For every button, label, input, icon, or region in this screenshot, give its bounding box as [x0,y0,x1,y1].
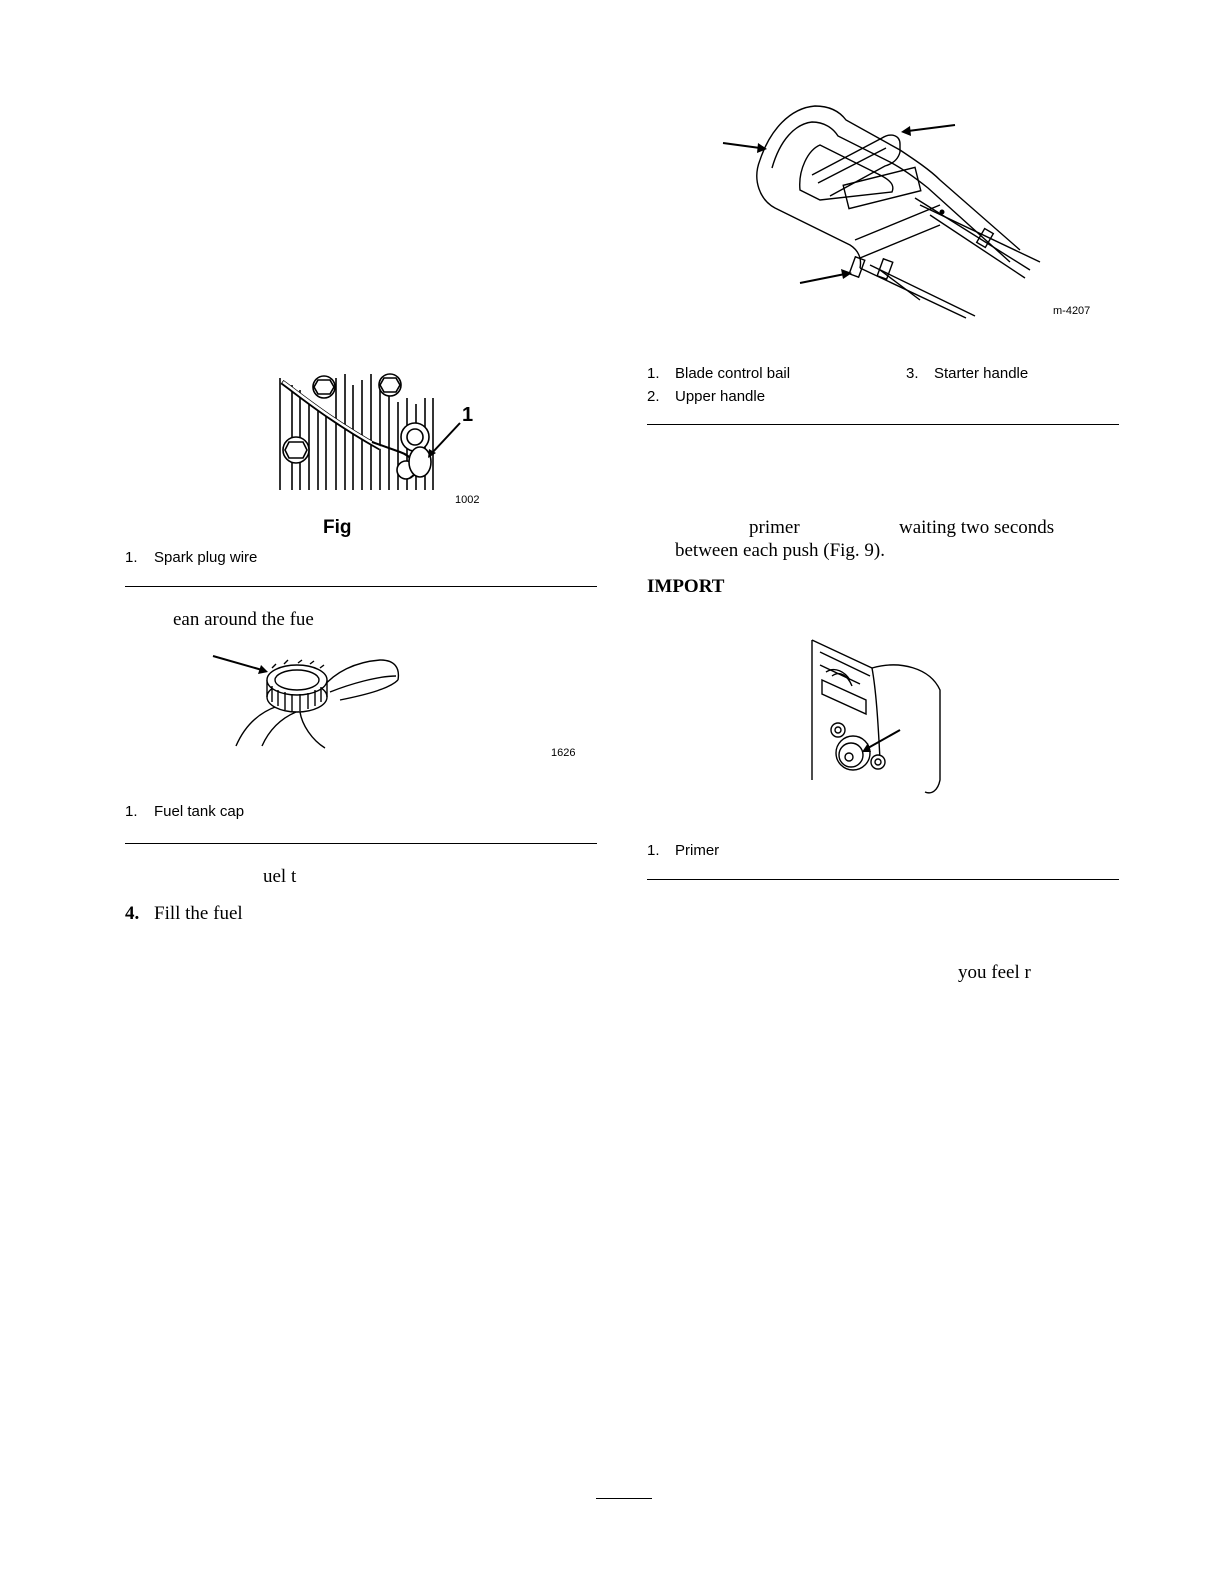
legend-text: Upper handle [675,388,766,405]
callout-number: 1 [462,404,474,426]
step-text-clean: ean around the fue [173,609,314,630]
legend-number: 1. [647,365,660,382]
figure-code: 1002 [455,494,480,506]
legend-text: Blade control bail [675,365,791,382]
primer-text-a: primer [749,517,800,538]
legend-number: 3. [906,365,919,382]
figure-code: 1626 [551,747,576,759]
step-text: Fill the fuel [154,903,243,924]
step-text-fuel: uel t [263,866,297,887]
legend-text: Starter handle [934,365,1029,382]
figure-label: Fig [323,517,352,538]
step-number: 4. [125,903,140,924]
divider [647,879,1119,880]
legend-number: 1. [125,803,138,820]
legend-text: Fuel tank cap [154,803,245,820]
primer-text-line2: between each push (Fig. 9). [675,540,885,561]
legend-number: 1. [125,549,138,566]
primer-text-b: waiting two seconds [899,517,1055,538]
legend-number: 2. [647,388,660,405]
figure-code: m-4207 [1053,305,1091,317]
trailing-text: you feel r [958,962,1031,983]
important-heading: IMPORT [647,576,725,597]
legend-text: Spark plug wire [154,549,258,566]
legend-text: Primer [675,842,720,859]
legend-number: 1. [647,842,660,859]
footer-rule [596,1498,652,1499]
